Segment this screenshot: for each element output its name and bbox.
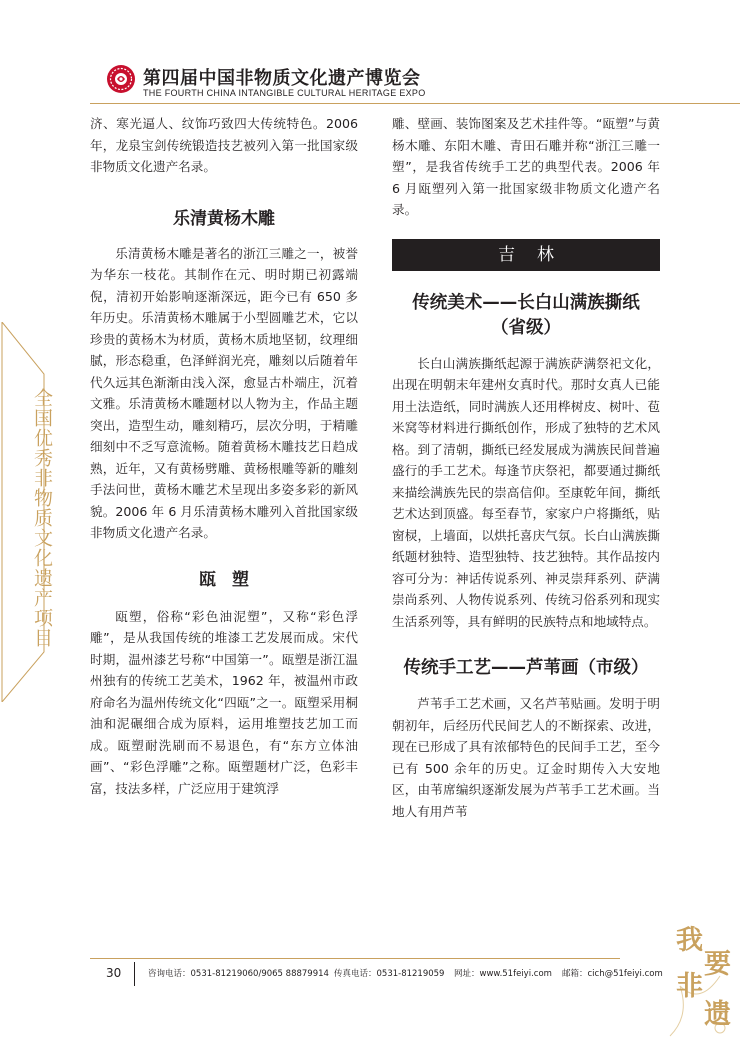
footer-email-link[interactable]: 邮箱：cich@51feiyi.com: [562, 969, 663, 979]
footer-fax: 传真电话：0531-81219059: [334, 969, 445, 979]
expo-title: 第四届中国非物质文化遗产博览会: [143, 68, 421, 89]
section-body-yueqing-boxwood: 乐清黄杨木雕是著名的浙江三雕之一，被誉为华东一枝花。其制作在元、明时期已初露端倪，清初开始影响逐渐深远，距今已有 650 多年历史。乐清黄杨木雕属于小型圆雕艺术，它以珍贵的黄杨木为材质，黄杨木质地坚韧，纹理细腻，形态稳重，色泽鲜润光亮，雕刻以后随着年代久远其色渐渐由浅入深，愈显古朴端庄，沉着文雅。乐清黄杨木雕题材以人物为主，作品主题突出，造型生动，雕刻精巧，层次分明，于精雕细刻中不乏写意流畅。随着黄杨木雕技艺日趋成熟，近年，又有黄杨劈雕、黄杨根雕等新的雕刻手法问世，黄杨木雕艺术呈现出多姿多彩的新风貌。2006 年 6 月乐清黄杨木雕列入首批国家级非物质文化遗产名录。: [90, 245, 358, 540]
section-title-yueqing-boxwood: 乐清黄杨木雕: [173, 208, 275, 229]
section-body-paper-tearing: 长白山满族撕纸起源于满族萨满祭祀文化，出现在明朝末年建州女真时代。那时女真人已能用土法造纸，同时满族人还用桦树皮、树叶、苞米窝等材料进行撕纸创作，形成了独特的艺术风格。到了清朝，撕纸已经发展成为满族民间普遍盛行的手工艺术。每逢节庆祭祀，都要通过撕纸来描绘满族先民的崇高信仰。至康乾年间，撕纸艺术达到顶盛。每至春节，家家户户将撕纸，贴窗棂，上墙面，以烘托喜庆气氛。长白山满族撕纸题材独特、造型独特、技艺独特。其作品按内容可分为：神话传说系列、神灵崇拜系列、萨满崇尚系列、人物传说系列、传统习俗系列和现实生活系列等，具有鲜明的民族特点和地域特点。: [392, 355, 660, 629]
corner-char-4: 遗: [704, 999, 731, 1030]
page-number: 30: [106, 966, 122, 980]
section-title-paper-tearing: [392, 291, 660, 341]
expo-subtitle: THE FOURTH CHINA INTANGIBLE CULTURAL HERITAGE EXPO: [143, 88, 426, 98]
section-title-paper-tearing-line1: 传统美术——长白山满族撕纸: [412, 292, 640, 313]
expo-logo-icon: [106, 64, 136, 94]
side-tab-text: 全国优秀非物质文化遗产项目: [31, 388, 53, 648]
header-divider: [90, 103, 740, 104]
footer-website-link[interactable]: 网址：www.51feiyi.com: [454, 969, 552, 979]
section-title-reed-painting: 传统手工艺——芦苇画（市级）: [403, 658, 649, 678]
section-body-ousu: 瓯塑，俗称“彩色油泥塑”，又称“彩色浮雕”，是从我国传统的堆漆工艺发展而成。宋代时期，温州漆艺号称“中国第一”。瓯塑是浙江温州独有的传统工艺美术，1962 年，被温州市政府命名为温州传统文化“四瓯”之一。瓯塑采用桐油和泥碾细合成为原料，运用堆塑技艺加工而成。瓯塑耐洗刷而不易退色，有“东方立体油画”、“彩色浮雕”之称。瓯塑题材广泛，色彩丰富，技法多样，广泛应用于建筑浮: [90, 608, 358, 796]
section-title-ousu: 瓯塑: [199, 569, 265, 590]
right-column: [392, 113, 660, 822]
footer-rule: [134, 962, 135, 986]
region-header-jilin: 吉林: [392, 239, 660, 271]
right-continued-paragraph: 雕、壁画、装饰图案及艺术挂件等。“瓯塑”与黄杨木雕、东阳木雕、青田石雕并称“浙江三雕一塑”，是我省传统手工艺的典型代表。2006 年 6 月瓯塑列入第一批国家级非物质文化遗产名录。: [392, 116, 660, 217]
left-column: [90, 113, 358, 799]
left-continued-paragraph: 济、寒光逼人、纹饰巧致四大传统特色。2006 年，龙泉宝剑传统锻造技艺被列入第一批国家级非物质文化遗产名录。: [90, 116, 358, 174]
footer-tel: 咨询电话：0531-81219060/9065 88879914: [148, 969, 329, 979]
section-body-reed-painting: 芦苇手工艺术画，又名芦苇贴画。发明于明朝初年，后经历代民间艺人的不断探索、改进，现在已形成了具有浓郁特色的民间手工艺，至今已有 500 余年的历史。辽金时期传入大安地区，由苇席编织逐渐发展为芦苇手工艺术画。当地人有用芦苇: [392, 696, 660, 819]
corner-char-2: 要: [704, 949, 731, 980]
section-title-paper-tearing-line2: （省级）: [491, 317, 561, 338]
corner-char-3: 非: [676, 971, 703, 1002]
corner-char-1: 我: [676, 925, 703, 956]
footer-divider: [90, 958, 620, 959]
